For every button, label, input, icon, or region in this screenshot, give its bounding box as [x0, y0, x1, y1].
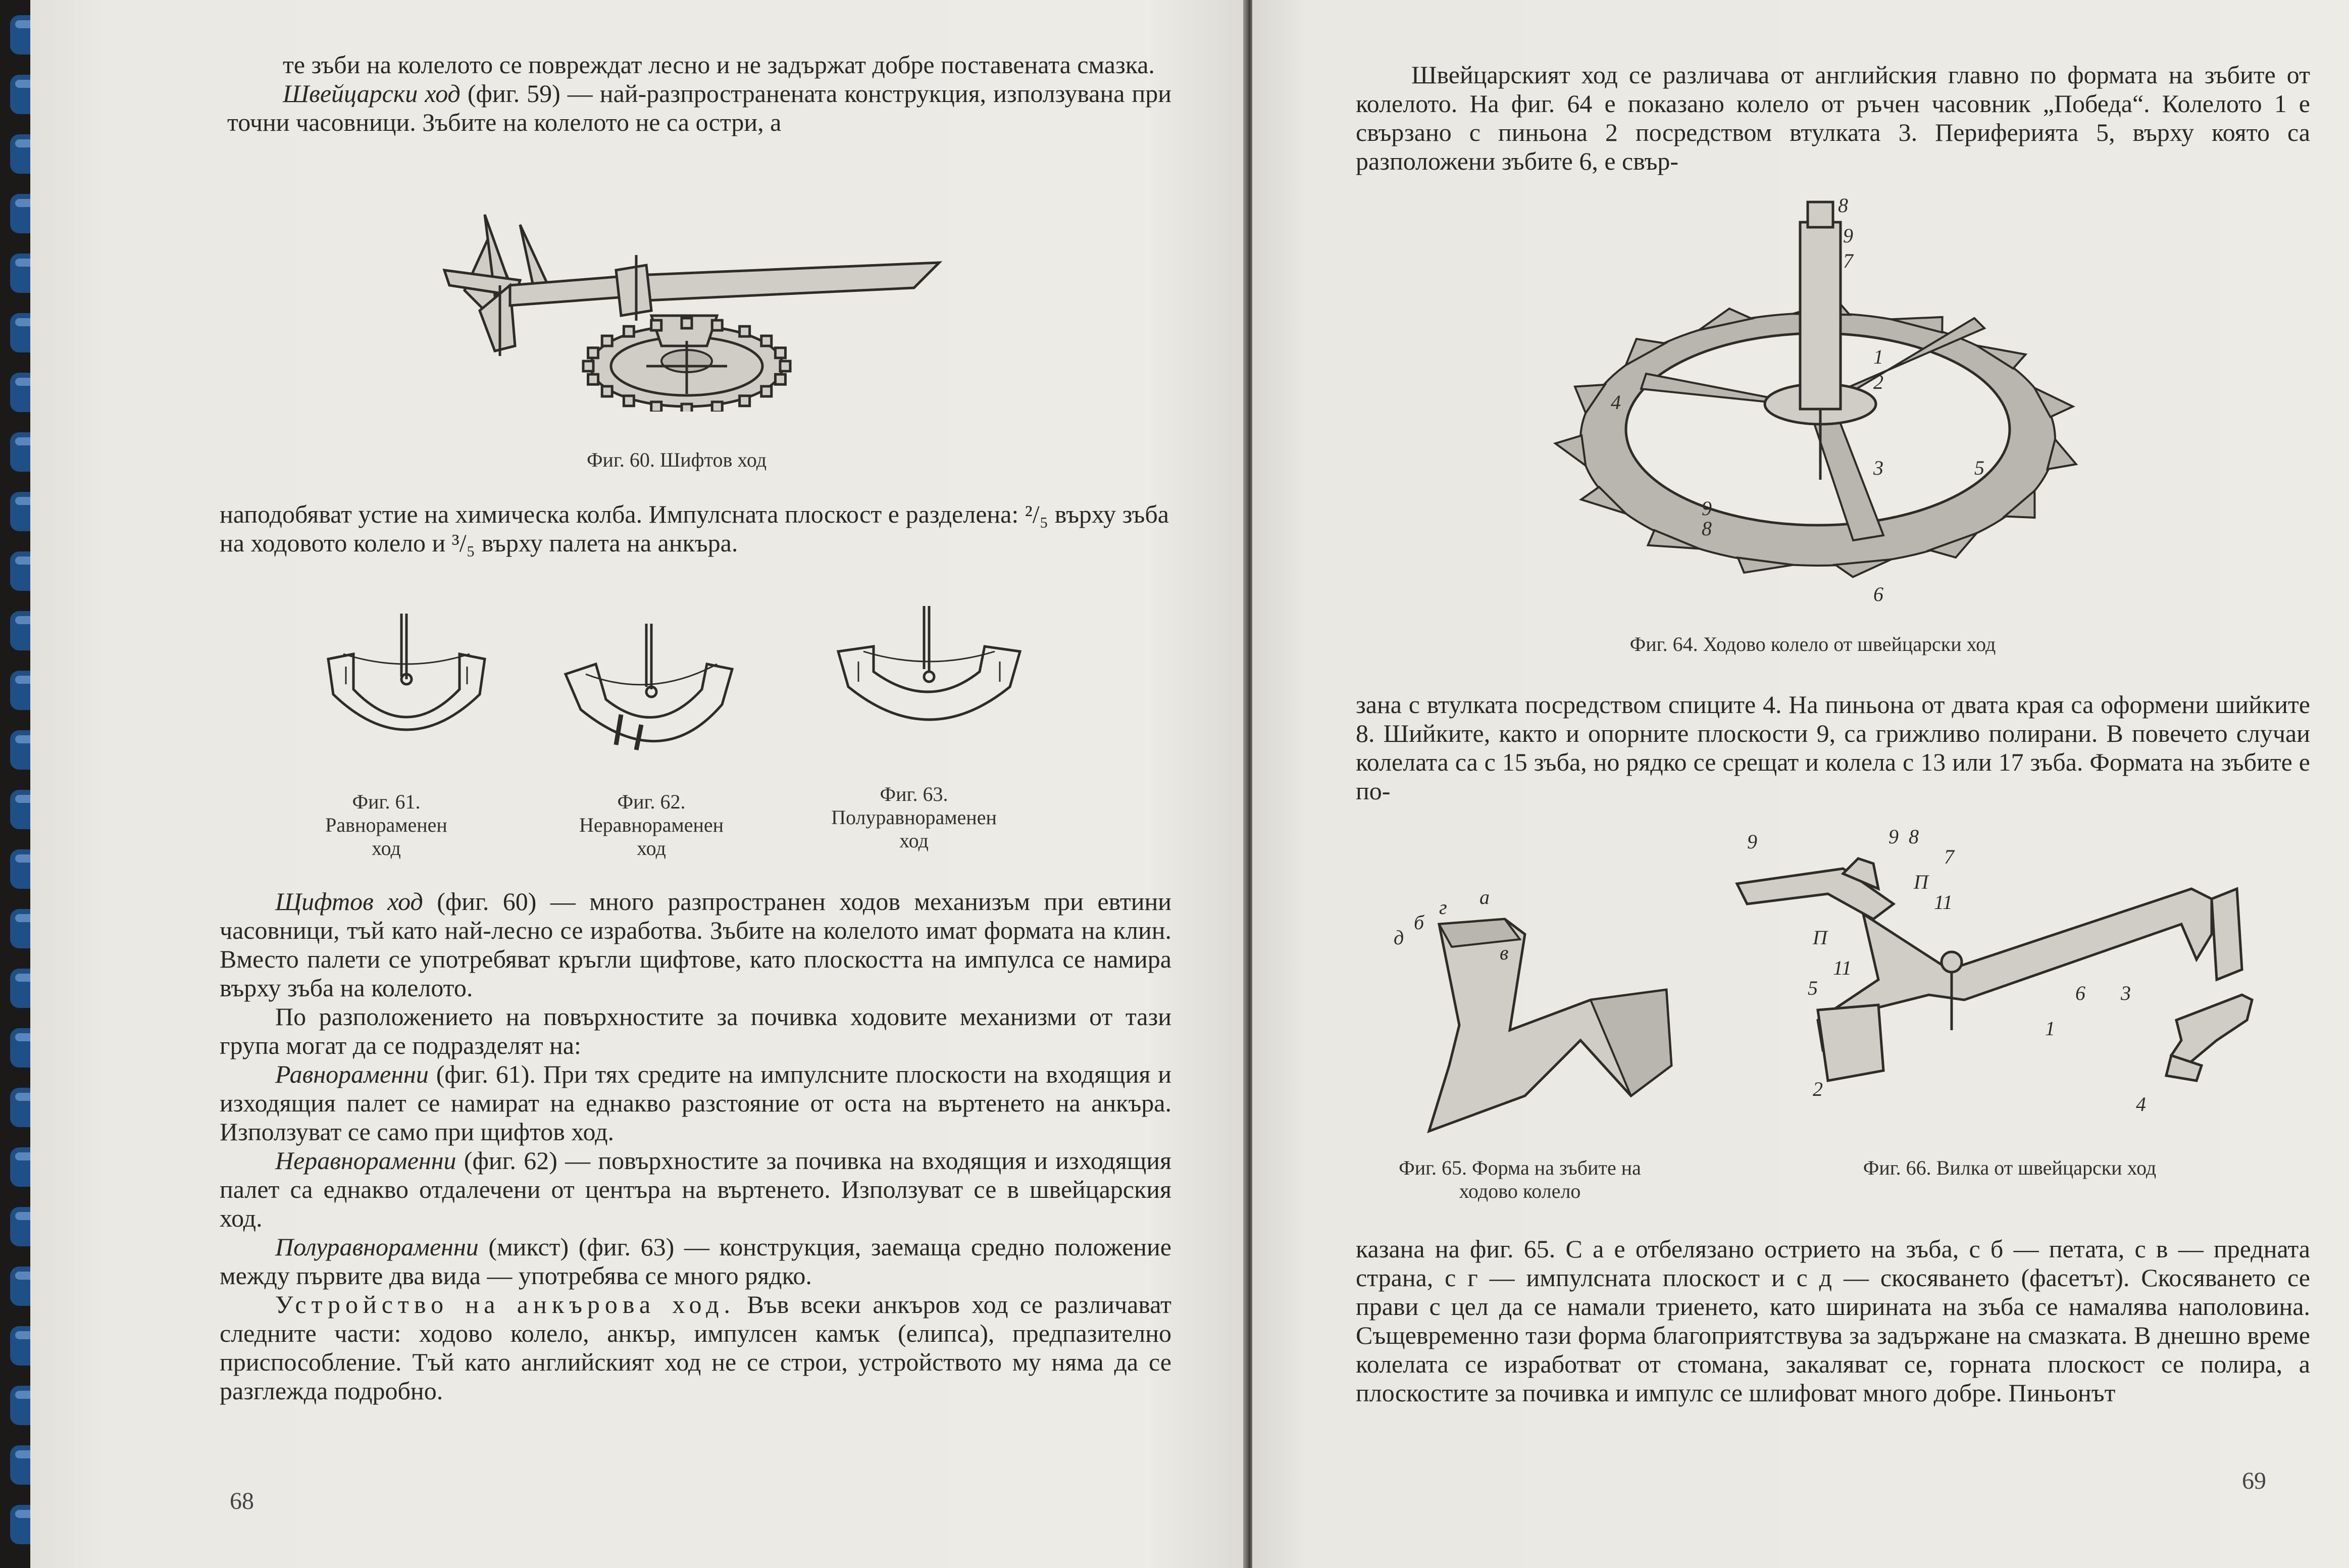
figure-label: г: [1439, 896, 1447, 919]
wheel-tooth: [775, 348, 785, 358]
figure-60-pin-escapement: [434, 194, 964, 412]
figure-label: 4: [2136, 1093, 2146, 1116]
semi-title: Полуравнораменни: [275, 1233, 479, 1261]
wheel-tooth: [651, 320, 661, 330]
wheel-paragraph: зана с втулката посредством спиците 4. На пиньона от двата края са оформени шийките 8. Шийките, както и опорните плоскости 9, са грижливо полирани. В повечето случаи колелата са с 15 зъба, но рядко се срещат и колела с 13 или 17 зъба. Формата на зъбите е по-: [1356, 690, 2310, 805]
figure-label: П: [1813, 926, 1827, 949]
swiss-title: Швейцарски ход: [283, 79, 461, 108]
figure-64-caption: Фиг. 64. Ходово колело от швейцарски ход: [1629, 633, 1996, 655]
figure-label: 11: [1934, 891, 1953, 914]
left-body-text: Щифтов ход (фиг. 60) — много разпространен ходов механизъм при евтини часовници, тъй като най-лесно се изработва. Зъбите на колелото имат формата на клин. Вместо палети се употребяват кръгли щифтове, като плоскостта на импулса се намира върху зъба на колелото. По разположението на повърхностите за почивка ходовите механизми от тази група могат да се подразделят на: Равнораменни (фиг. 61). При тях средите на импулсните плоскости на входящия и изходящия палет се намират на еднакво разстояние от оста на въртенето на анкъра. Използуват се само при щифтов ход. Неравнораменни (фиг. 62) — повърхностите за почивка на входящия и изходящия палет са еднакво отдалечени от центъра на въртенето. Използуват се в швейцарския ход. Полуравнораменни (микст) (фиг. 63) — конструкция, заемаща средно положение между първите два вида — употребява се много рядко. Устройство на анкърова ход. Във всеки анкъров ход се различават следните части: ходово колело, анкър, импулсен камък (елипса), предпазително приспособление. Тъй като английският ход не се строи, устройството му няма да се разглежда подробно.: [220, 887, 1171, 1405]
wheel-tooth: [740, 326, 750, 336]
wheel-tooth: [651, 402, 661, 412]
figure-label: П: [1914, 871, 1928, 893]
wheel-tooth: [761, 336, 772, 346]
figure-label: 9: [1747, 830, 1757, 853]
right-page-number: 69: [2242, 1468, 2266, 1494]
figure-label: 3: [2121, 982, 2131, 1004]
figure-label: 6: [1873, 583, 1883, 605]
pin-title: Щифтов ход: [275, 887, 423, 916]
right-intro: Швейцарският ход се различава от английския главно по формата на зъбите от колелото. На фиг. 64 е показано колело от ръчен часовник „Победа“. Колелото 1 е свързано с пиньона 2 посредством втулката 3. Периферията 5, върху която са разположени зъбите 6, е свър-: [1356, 61, 2310, 175]
wheel-tooth: [602, 336, 612, 346]
figure-61-equal-arm: [313, 614, 500, 760]
impulse-paragraph: наподобяват устие на химическа колба. Импулсната плоскост е разделена: ²/₅ върху зъба на ходовото колело и ³/₅ върху палета на анкъра.: [220, 500, 1169, 557]
figure-label: 8: [1702, 517, 1712, 540]
wheel-tooth: [602, 386, 612, 396]
figure-label: д: [1394, 926, 1404, 949]
left-page: [30, 0, 1245, 1568]
wheel-tooth: [588, 348, 598, 358]
figure-65-tooth-shape: [1378, 874, 1692, 1136]
equal-title: Равнораменни: [275, 1060, 429, 1088]
figure-label: 8: [1838, 194, 1848, 217]
figure-62-caption: Фиг. 62. Неравнораменен ход: [579, 790, 724, 859]
figure-label: 1: [2045, 1017, 2055, 1040]
teeth-paragraph: казана на фиг. 65. С а е отбелязано острието на зъба, с б — петата, с в — предната страна, с г — импулсната плоскост и с д — скосяването (фасетът). Скосяването се прави с цел да се намали триенето, като ширината на зъба се намалява наполовина. Същевременно тази форма благоприятствува за задържане на смазката. В днешно време колелата се изработват от стомана, закаляват се, горната плоскост се полира, а плоскостите за почивка и импулс се шлифоват много добре. Пиньонът: [1356, 1235, 2310, 1407]
figure-label: 2: [1873, 371, 1883, 393]
figure-label: 9: [1702, 497, 1712, 520]
figure-65-caption: Фиг. 65. Форма на зъбите на ходово колело: [1399, 1156, 1641, 1202]
figure-62-unequal-arm: [555, 624, 742, 760]
wheel-tooth: [682, 318, 692, 328]
figure-label: 11: [1833, 956, 1852, 979]
wheel-tooth: [624, 396, 634, 406]
figure-64-escape-wheel: [1550, 192, 2090, 621]
unequal-title: Неравнораменни: [275, 1146, 456, 1175]
figure-61-caption: Фиг. 61. Равнораменен ход: [325, 790, 447, 859]
wheel-tooth: [624, 326, 634, 336]
wheel-tooth: [780, 361, 790, 371]
figure-66-caption: Фиг. 66. Вилка от швейцарски ход: [1863, 1156, 2157, 1179]
figure-label: 4: [1611, 391, 1621, 414]
wheel-tooth: [775, 374, 785, 384]
figure-63-caption: Фиг. 63. Полуравнораменен ход: [831, 783, 997, 852]
figure-label: 9: [1843, 224, 1853, 247]
figure-label: 7: [1944, 845, 1954, 868]
figure-label: в: [1500, 941, 1509, 964]
wheel-tooth: [712, 320, 722, 330]
swiss-text: (фиг. 59) — най-разпространената конструкция, използувана при точни часовници. Зъбите на колелото не са остри, а: [227, 79, 1171, 136]
wheel-tooth: [682, 404, 692, 412]
figure-label: 9: [1888, 828, 1899, 848]
left-intro: те зъби на колелото се повреждат лесно и не задържат добре поставената смазка. Швейцарски ход (фиг. 59) — най-разпространената конструкция, използувана при точни часовници. Зъбите на колелото не са остри, а: [227, 50, 1171, 136]
figure-label: 5: [1808, 977, 1818, 999]
wheel-tooth: [588, 374, 598, 384]
figure-66-swiss-fork: [1727, 828, 2318, 1126]
pin-wheel-drawing: [583, 316, 790, 412]
left-page-number: 68: [230, 1488, 254, 1514]
escape-wheel-tooth: [1555, 435, 1586, 466]
figure-label: 6: [2075, 982, 2085, 1004]
figure-label: б: [1414, 911, 1424, 934]
figure-label: 1: [1873, 345, 1883, 368]
figure-label: а: [1479, 886, 1490, 908]
figure-63-semi-equal-arm: [828, 606, 1030, 742]
figure-60-caption: Фиг. 60. Шифтов ход: [586, 448, 767, 471]
wheel-tooth: [740, 396, 750, 406]
figure-label: 8: [1909, 828, 1919, 848]
wheel-tooth: [761, 386, 772, 396]
figure-label: 2: [1813, 1078, 1823, 1100]
wheel-tooth: [583, 361, 593, 371]
figure-label: 5: [1974, 457, 1984, 479]
structure-title: Устройство на анкърова ход.: [275, 1290, 736, 1319]
wheel-tooth: [712, 402, 722, 412]
figure-label: 7: [1843, 249, 1853, 272]
right-page: [1252, 0, 2349, 1568]
figure-label: 3: [1873, 457, 1883, 479]
